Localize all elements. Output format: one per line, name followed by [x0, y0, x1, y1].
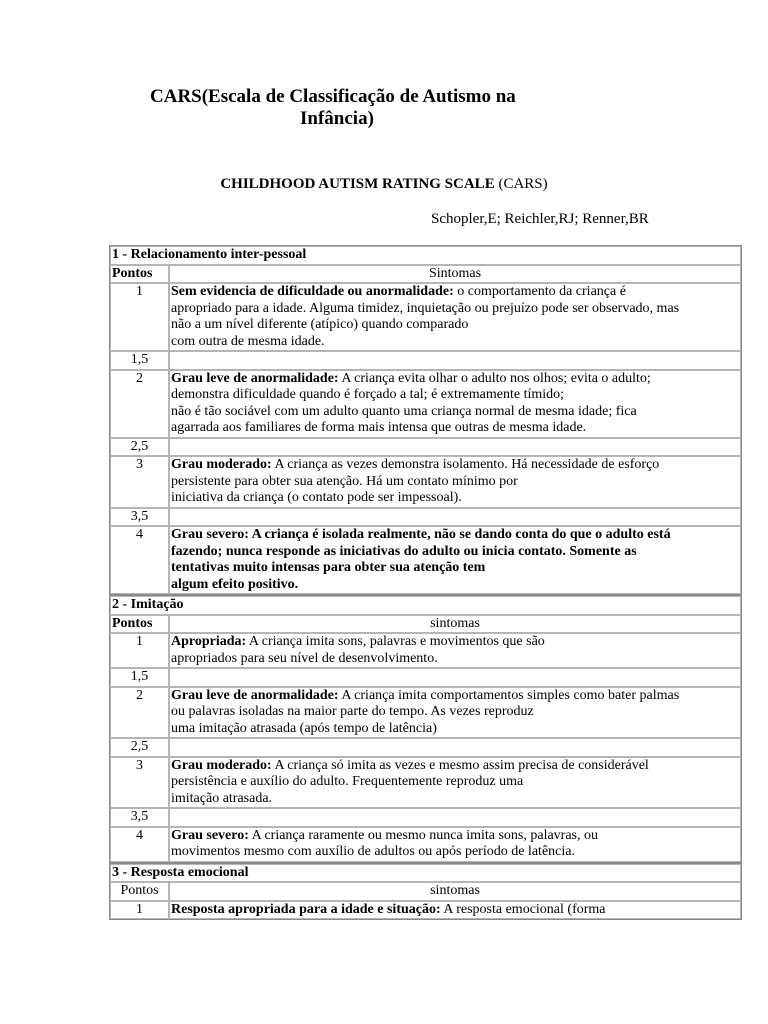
symptom-label: Grau moderado:: [171, 757, 272, 773]
table-row: [110, 283, 741, 351]
symptom-bold-line: fazendo; nunca responde as iniciativas do adulto ou inicia contato. Somente as: [171, 543, 637, 559]
table-row: [110, 508, 741, 527]
table-row: [110, 351, 741, 370]
table-row: [110, 827, 741, 862]
symptoms-column-header: Sintomas: [169, 265, 741, 284]
points-cell: 2: [110, 687, 169, 739]
symptom-cell: Grau severo: A criança raramente ou mesmo nunca imita sons, palavras, ou movimentos mesmo com auxílio de adultos ou após período de latência.: [169, 827, 741, 862]
symptom-cell: [169, 438, 741, 457]
symptom-line: persistente para obter sua atenção. Há um contato mínimo por: [171, 473, 518, 489]
section-title: 3 - Resposta emocional: [110, 864, 741, 883]
points-cell: 1: [110, 901, 169, 920]
points-cell: 1,5: [110, 668, 169, 687]
table-row: [110, 687, 741, 739]
table-row: [110, 456, 741, 508]
symptom-line: persistência e auxílio do adulto. Frequentemente reproduz uma: [171, 774, 524, 789]
table-row: [110, 738, 741, 757]
symptom-label: Grau severo:: [171, 827, 249, 843]
symptom-cell: [169, 508, 741, 527]
points-cell: 3: [110, 456, 169, 508]
symptom-line: uma imitação atrasada (após tempo de latência): [171, 720, 437, 736]
subtitle-bold: CHILDHOOD AUTISM RATING SCALE: [220, 176, 495, 192]
table-row: [110, 526, 741, 594]
table-row: [110, 438, 741, 457]
symptom-line: apropriados para seu nível de desenvolvimento.: [171, 650, 438, 666]
section-table: [109, 245, 742, 595]
points-cell: 2,5: [110, 438, 169, 457]
symptom-line: demonstra dificuldade quando é forçado a tal; é extremamente tímido;: [171, 387, 565, 402]
symptom-line: não a um nível diferente (atípico) quando comparado: [171, 317, 469, 332]
symptom-cell: [169, 351, 741, 370]
subtitle-normal: (CARS): [498, 176, 548, 192]
symptom-cell: Apropriada: A criança imita sons, palavras e movimentos que são apropriados para seu nível de desenvolvimento.: [169, 633, 741, 668]
symptom-line: ou palavras isoladas na maior parte do tempo. As vezes reproduz: [171, 704, 534, 719]
title-line-1: CARS(Escala de Classificação de Autismo na: [150, 86, 516, 107]
symptom-cell: [169, 526, 741, 594]
document-subtitle: [0, 176, 768, 193]
points-cell: 4: [110, 827, 169, 862]
symptom-bold-line: algum efeito positivo.: [171, 576, 299, 592]
table-row: [110, 668, 741, 687]
symptom-cell: Grau leve de anormalidade: A criança evita olhar o adulto nos olhos; evita o adulto; demonstra dificuldade quando é forçado a tal; é extremamente tímido; não é tão sociável com um adulto quanto uma criança normal de mesma idade; fica agarrada aos familiares de forma mais intensa que outras de mesma idade.: [169, 370, 741, 438]
symptom-label: Sem evidencia de dificuldade ou anormalidade:: [171, 284, 454, 299]
section-table: [109, 595, 742, 863]
symptom-line: imitação atrasada.: [171, 790, 273, 806]
document-title: [150, 86, 530, 130]
column-header-row: [110, 882, 741, 901]
symptom-cell: Grau leve de anormalidade: A criança imita comportamentos simples como bater palmas ou palavras isoladas na maior parte do tempo. As vezes reproduz uma imitação atrasada (após tempo de latência): [169, 687, 741, 739]
symptom-line: com outra de mesma idade.: [171, 333, 325, 349]
rating-tables: [109, 245, 742, 920]
symptom-cell: Resposta apropriada para a idade e situação: A resposta emocional (forma: [169, 901, 741, 920]
symptom-line: movimentos mesmo com auxílio de adultos ou após período de latência.: [171, 844, 575, 859]
table-row: [110, 370, 741, 438]
symptom-bold-line: tentativas muito intensas para obter sua atenção tem: [171, 560, 486, 575]
section-title-row: [110, 596, 741, 615]
symptom-line: apropriado para a idade. Alguma timidez, inquietação ou prejuízo pode ser observado, mas: [171, 300, 680, 316]
points-column-header: Pontos: [110, 265, 169, 284]
symptom-cell: [169, 808, 741, 827]
section-title: 2 - Imitação: [110, 596, 741, 615]
points-column-header: Pontos: [110, 882, 169, 901]
symptom-line: não é tão sociável com um adulto quanto uma criança normal de mesma idade; fica: [171, 403, 637, 419]
title-line-2: Infância): [300, 108, 374, 129]
symptom-cell: [169, 738, 741, 757]
section-title-row: [110, 864, 741, 883]
points-cell: 1: [110, 633, 169, 668]
symptom-label: Resposta apropriada para a idade e situação:: [171, 901, 441, 917]
column-header-row: [110, 265, 741, 284]
symptom-line: agarrada aos familiares de forma mais intensa que outras de mesma idade.: [171, 420, 587, 435]
authors: Schopler,E; Reichler,RJ; Renner,BR: [431, 211, 649, 227]
points-cell: 3,5: [110, 808, 169, 827]
symptom-cell: Sem evidencia de dificuldade ou anormalidade: o comportamento da criança é apropriado para a idade. Alguma timidez, inquietação ou prejuízo pode ser observado, mas não a um nível diferente (atípico) quando comparado com outra de mesma idade.: [169, 283, 741, 351]
symptoms-column-header: sintomas: [169, 615, 741, 634]
table-row: [110, 633, 741, 668]
points-cell: 2: [110, 370, 169, 438]
symptom-label: Apropriada:: [171, 634, 247, 649]
points-cell: 4: [110, 526, 169, 594]
symptom-label: Grau leve de anormalidade:: [171, 370, 339, 386]
points-column-header: Pontos: [110, 615, 169, 634]
symptom-line: iniciativa da criança (o contato pode ser impessoal).: [171, 490, 462, 505]
symptom-bold-line: Grau severo: A criança é isolada realmente, não se dando conta do que o adulto está: [171, 527, 671, 542]
column-header-row: [110, 615, 741, 634]
points-cell: 1,5: [110, 351, 169, 370]
points-cell: 2,5: [110, 738, 169, 757]
symptom-label: Grau moderado:: [171, 457, 272, 472]
section-table: [109, 863, 742, 921]
symptom-label: Grau leve de anormalidade:: [171, 687, 339, 703]
table-row: [110, 901, 741, 920]
section-title: 1 - Relacionamento inter-pessoal: [110, 246, 741, 265]
symptom-cell: Grau moderado: A criança só imita as vezes e mesmo assim precisa de considerável persistência e auxílio do adulto. Frequentemente reproduz uma imitação atrasada.: [169, 757, 741, 809]
points-cell: 1: [110, 283, 169, 351]
symptom-cell: [169, 668, 741, 687]
section-title-row: [110, 246, 741, 265]
points-cell: 3,5: [110, 508, 169, 527]
table-row: [110, 757, 741, 809]
symptom-cell: Grau moderado: A criança as vezes demonstra isolamento. Há necessidade de esforço persistente para obter sua atenção. Há um contato mínimo por iniciativa da criança (o contato pode ser impessoal).: [169, 456, 741, 508]
symptoms-column-header: sintomas: [169, 882, 741, 901]
points-cell: 3: [110, 757, 169, 809]
table-row: [110, 808, 741, 827]
